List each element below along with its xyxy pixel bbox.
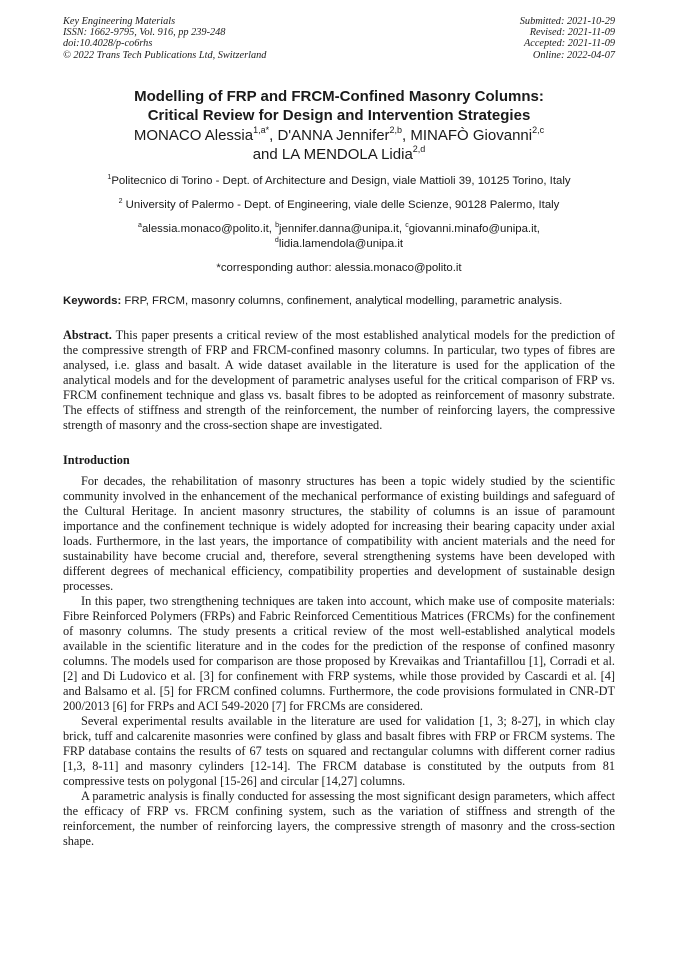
author-name: D'ANNA Jennifer xyxy=(277,126,390,144)
email-mark: c xyxy=(405,222,409,230)
paper-title xyxy=(63,87,615,125)
affiliation-mark: 2 xyxy=(118,198,123,206)
author-line-1 xyxy=(63,126,615,145)
affiliation-text: University of Palermo - Dept. of Engineering, viale delle Scienze, 90128 Palermo, Italy xyxy=(122,198,560,211)
journal-info xyxy=(63,16,266,61)
author-affil-mark: 1,a* xyxy=(253,124,270,135)
author-name: and LA MENDOLA Lidia xyxy=(252,145,413,163)
title-line-1: Modelling of FRP and FRCM-Confined Masonry Columns: xyxy=(134,87,544,105)
affiliation-2 xyxy=(63,198,615,213)
author-list xyxy=(63,126,615,164)
email-mark: a xyxy=(138,222,142,230)
date-online: Online: 2022-04-07 xyxy=(532,49,615,61)
journal-header xyxy=(63,16,615,61)
author-line-2 xyxy=(63,145,615,164)
keywords-label: Keywords: xyxy=(63,294,122,307)
author-affil-mark: 2,c xyxy=(532,124,545,135)
abstract xyxy=(63,328,615,433)
affiliation-1 xyxy=(63,174,615,189)
email-line-2 xyxy=(63,237,615,252)
email-address[interactable]: jennifer.danna@unipa.it, xyxy=(279,222,406,235)
author-name: MINAFÒ Giovanni xyxy=(410,126,533,144)
email-address[interactable]: giovanni.minafo@unipa.it, xyxy=(408,222,540,235)
corresponding-author: *corresponding author: alessia.monaco@polito.it xyxy=(216,261,462,274)
email-mark: b xyxy=(275,222,279,230)
author-separator: , xyxy=(402,126,411,144)
email-address[interactable]: alessia.monaco@polito.it, xyxy=(141,222,276,235)
section-heading-introduction: Introduction xyxy=(63,452,130,467)
author-affil-mark: 2,b xyxy=(389,124,403,135)
journal-doi: doi:10.4028/p-co6rhs xyxy=(63,38,153,50)
email-address[interactable]: lidia.lamendola@unipa.it xyxy=(278,237,404,250)
title-line-2: Critical Review for Design and Intervention Strategies xyxy=(147,106,531,124)
journal-copyright: © 2022 Trans Tech Publications Ltd, Switzerland xyxy=(63,49,267,61)
keywords xyxy=(63,294,615,308)
abstract-label: Abstract. xyxy=(63,327,112,342)
paragraph: In this paper, two strengthening techniques are taken into account, which make use of composite materials: Fibre Reinforced Polymers (FRPs) and Fabric Reinforced Cementitious Matrices (FRCMs) for the confinement of masonry columns. The study presents a critical review of the most well-established analytical models available in the scientific literature and in the codes for the prediction of the response of confined masonry columns. The models used for comparison are those proposed by Krevaikas and Triantafillou [1], Corradi et al. [2] and Di Ludovico et al. [3] for confinement with FRP systems, while those provided by Cascardi et al. [4] and Balsamo et al. [5] for FRCM confined columns. Furthermore, the code provisions formulated in CNR-DT 200/2013 [6] for FRPs and ACI 549-2020 [7] for FRCMs are considered. xyxy=(63,593,615,713)
journal-name: Key Engineering Materials xyxy=(63,16,176,27)
date-revised: Revised: 2021-11-09 xyxy=(529,27,615,39)
journal-issn: ISSN: 1662-9795, Vol. 916, pp 239-248 xyxy=(63,27,226,39)
email-mark: d xyxy=(274,237,279,245)
author-affil-mark: 2,d xyxy=(412,143,426,154)
email-line-1 xyxy=(63,222,615,237)
paragraph: A parametric analysis is finally conducted for assessing the most significant design parameters, which affect the efficacy of FRP vs. FRCM confining system, such as the variation of stiffness and strength of the reinforcement, the number of reinforcing layers, the compressive strength of masonry and the cross-section shape. xyxy=(63,788,615,848)
affiliation-mark: 1 xyxy=(107,174,112,182)
paragraph: For decades, the rehabilitation of masonry structures has been a topic widely studied by the scientific community involved in the enhancement of the mechanical performance of existing buildings and safeguard of the Cultural Heritage. In ancient masonry structures, the stability of columns is an issue of paramount importance and the confinement technique is widely adopted for increasing their bearing capacity under axial loads. Furthermore, in the last years, the importance of compatibility with ancient materials and the need for sustainability have become crucial and, therefore, several strengthening systems have been developed with different degrees of mechanical efficiency, compatibility properties and development of sustainable design processes. xyxy=(63,473,615,593)
keywords-text: FRP, FRCM, masonry columns, confinement, analytical modelling, parametric analysis. xyxy=(121,294,563,307)
date-accepted: Accepted: 2021-11-09 xyxy=(523,38,615,50)
affiliation-text: Politecnico di Torino - Dept. of Architecture and Design, viale Mattioli 39, 10125 Torino, Italy xyxy=(111,174,571,187)
author-emails xyxy=(63,222,615,252)
submission-dates xyxy=(520,16,615,61)
abstract-text: This paper presents a critical review of the most established analytical models for the prediction of the compressive strength of FRP and FRCM-confined masonry columns. In particular, two types of fibres are analysed, i.e. glass and basalt. A wide dataset available in the literature is used for the application of the analytical models and for the development of parametric analyses useful for the critical comparison of FRP vs. FRCM confinement technique and glass vs. basalt fibres to be adopted as reinforcement of masonry substrate. The effects of stiffness and strength of the reinforcement, the number of reinforcing layers, the compressive strength of masonry and the cross-section shape are investigated. xyxy=(63,327,615,432)
paragraph: Several experimental results available in the literature are used for validation [1, 3; 8-27], in which clay brick, tuff and calcarenite masonries were confined by glass and basalt fibres with FRP or FRCM systems. The FRP database contains the results of 67 tests on squared and rectangular columns with different corner radius [1,3, 8-11] and masonry cylinders [12-14]. The FRCM database is constituted by the outputs from 81 compressive tests on polygonal [15-26] and circular [14,27] columns. xyxy=(63,713,615,788)
author-name: MONACO Alessia xyxy=(133,126,254,144)
author-separator: , xyxy=(269,126,278,144)
date-submitted: Submitted: 2021-10-29 xyxy=(519,16,615,27)
